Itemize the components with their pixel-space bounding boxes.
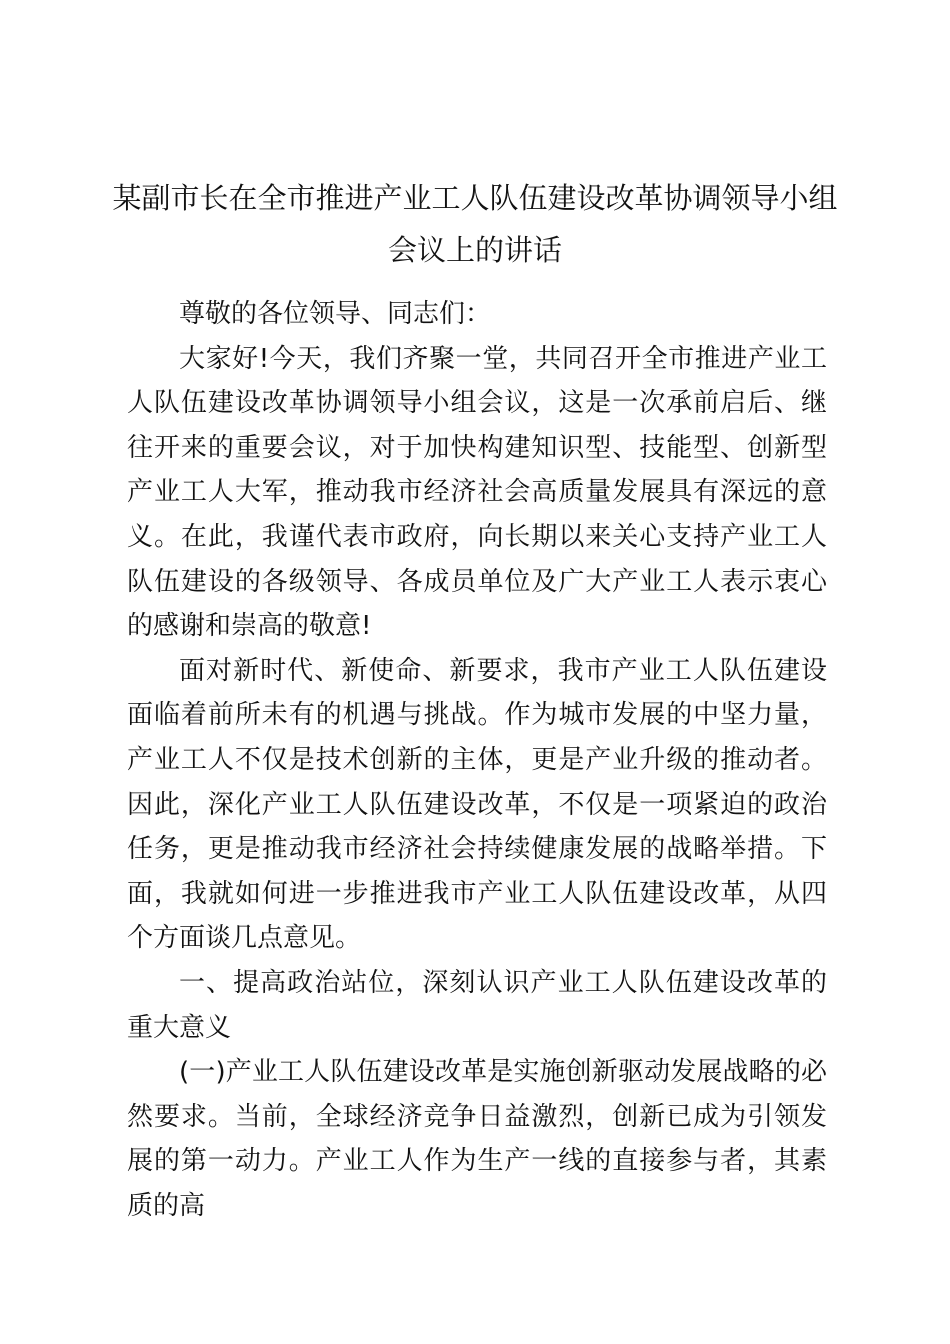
opening-paragraph: 大家好!今天，我们齐聚一堂，共同召开全市推进产业工人队伍建设改革协调领导小组会议，这是一次承前启后、继往开来的重要会议，对于加快构建知识型、技能型、创新型产业工人大军，推动我市经济社会高质量发展具有深远的意义。在此，我谨代表市政府，向长期以来关心支持产业工人队伍建设的各级领导、各成员单位及广大产业工人表示衷心的感谢和崇高的敬意! — [127, 343, 827, 642]
document-title: 某副市长在全市推进产业工人队伍建设改革协调领导小组会议上的讲话 — [112, 181, 838, 267]
section-heading: 一、提高政治站位，深刻认识产业工人队伍建设改革的重大意义 — [127, 967, 827, 1043]
document-body — [127, 292, 827, 1228]
subsection-paragraph: (一)产业工人队伍建设改革是实施创新驱动发展战略的必然要求。当前，全球经济竞争日益激烈，创新已成为引领发展的第一动力。产业工人作为生产一线的直接参与者，其素质的高 — [127, 1057, 827, 1221]
salutation: 尊敬的各位领导、同志们： — [179, 299, 492, 329]
context-paragraph: 面对新时代、新使命、新要求，我市产业工人队伍建设面临着前所未有的机遇与挑战。作为城市发展的中坚力量，产业工人不仅是技术创新的主体，更是产业升级的推动者。因此，深化产业工人队伍建设改革，不仅是一项紧迫的政治任务，更是推动我市经济社会持续健康发展的战略举措。下面，我就如何进一步推进我市产业工人队伍建设改革，从四个方面谈几点意见。 — [127, 655, 827, 954]
